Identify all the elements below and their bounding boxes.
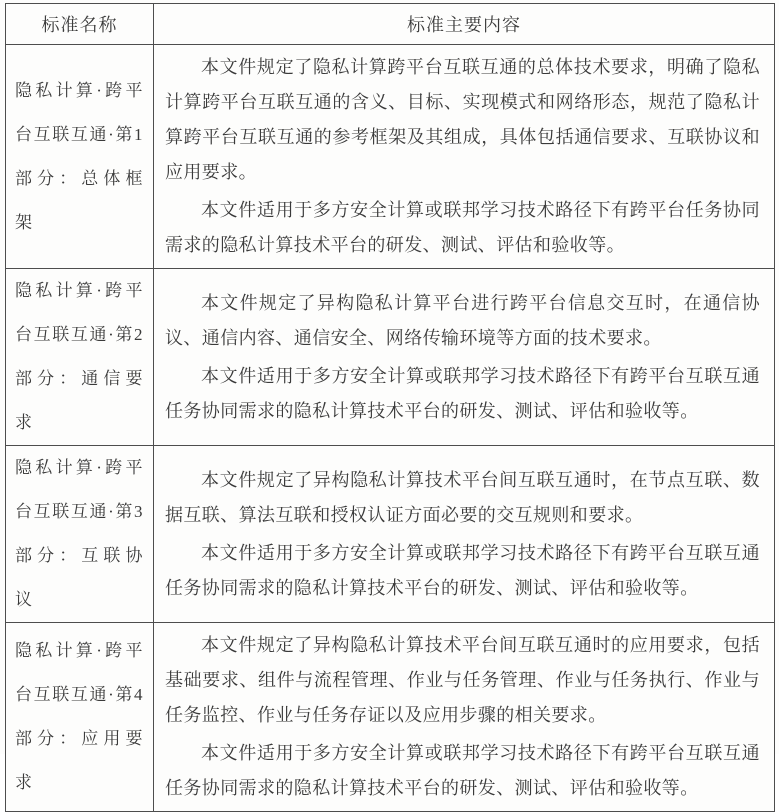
- standard-name-part4: 隐私计算·跨平台互联互通·第4部分：应用要求: [6, 623, 154, 812]
- scope-paragraph: 本文件规定了异构隐私计算平台进行跨平台信息交互时，在通信协议、通信内容、通信安全、网络传输环境等方面的技术要求。: [165, 286, 760, 356]
- standard-name-part1: 隐私计算·跨平台互联互通·第1部分：总体框架: [6, 45, 154, 269]
- standard-content-part4: [154, 623, 775, 812]
- table-row: [6, 45, 775, 269]
- scope-paragraph: 本文件规定了异构隐私计算技术平台间互联互通时的应用要求，包括基础要求、组件与流程管理、作业与任务管理、作业与任务执行、作业与任务监控、作业与任务存证以及应用步骤的相关要求。: [165, 628, 760, 733]
- table-row: [6, 623, 775, 812]
- table-header-row: [6, 4, 775, 45]
- standards-table: [5, 3, 775, 812]
- applicability-paragraph: 本文件适用于多方安全计算或联邦学习技术路径下有跨平台互联互通任务协同需求的隐私计算技术平台的研发、测试、评估和验收等。: [165, 536, 760, 606]
- applicability-paragraph: 本文件适用于多方安全计算或联邦学习技术路径下有跨平台任务协同需求的隐私计算技术平台的研发、测试、评估和验收等。: [165, 193, 760, 263]
- standard-name-part3: 隐私计算·跨平台互联互通·第3部分：互联协议: [6, 446, 154, 623]
- standard-content-part2: [154, 269, 775, 446]
- column-header-standard-name: 标准名称: [6, 4, 154, 45]
- column-header-standard-content: 标准主要内容: [154, 4, 775, 45]
- standard-name-part2: 隐私计算·跨平台互联互通·第2部分：通信要求: [6, 269, 154, 446]
- applicability-paragraph: 本文件适用于多方安全计算或联邦学习技术路径下有跨平台互联互通任务协同需求的隐私计算技术平台的研发、测试、评估和验收等。: [165, 359, 760, 429]
- table-row: [6, 446, 775, 623]
- table-row: [6, 269, 775, 446]
- standard-content-part1: [154, 45, 775, 269]
- standard-content-part3: [154, 446, 775, 623]
- scope-paragraph: 本文件规定了隐私计算跨平台互联互通的总体技术要求，明确了隐私计算跨平台互联互通的含义、目标、实现模式和网络形态，规范了隐私计算跨平台互联互通的参考框架及其组成，具体包括通信要求、互联协议和应用要求。: [165, 50, 760, 190]
- applicability-paragraph: 本文件适用于多方安全计算或联邦学习技术路径下有跨平台互联互通任务协同需求的隐私计算技术平台的研发、测试、评估和验收等。: [165, 736, 760, 806]
- scope-paragraph: 本文件规定了异构隐私计算技术平台间互联互通时，在节点互联、数据互联、算法互联和授权认证方面必要的交互规则和要求。: [165, 463, 760, 533]
